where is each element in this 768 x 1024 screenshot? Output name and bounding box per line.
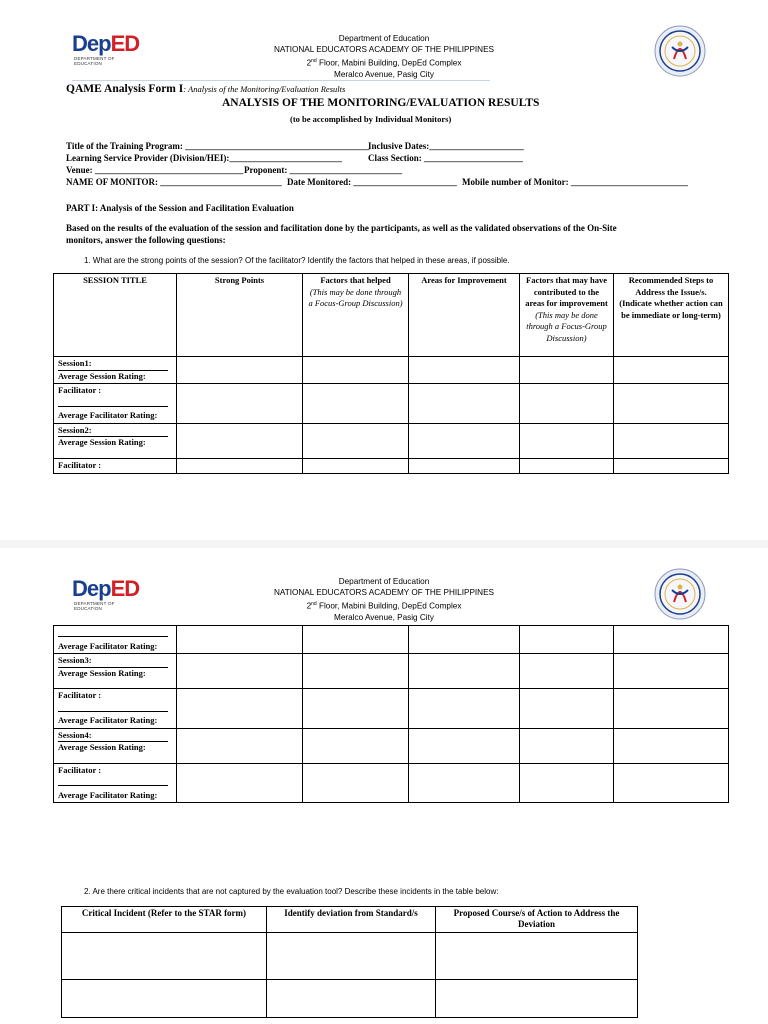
logo-ed-text: ED (110, 31, 140, 56)
logo-ed-text: ED (110, 576, 140, 601)
facilitator4-label[interactable]: Facilitator : Average Facilitator Rating: (54, 763, 177, 803)
cell[interactable] (614, 384, 729, 424)
cell[interactable] (614, 728, 729, 763)
facilitator1-label[interactable]: Facilitator : Average Facilitator Rating: (54, 384, 177, 424)
letterhead-line1: Department of Education (338, 34, 430, 43)
cell[interactable] (409, 689, 520, 729)
inclusive-dates-field[interactable]: Inclusive Dates:_____________________ (368, 141, 524, 151)
facilitator2-rating-label[interactable]: Average Facilitator Rating: (54, 626, 177, 654)
cell[interactable] (267, 933, 436, 980)
letterhead (230, 33, 538, 80)
col-factors-helped: Factors that helped (This may be done through a Focus-Group Discussion) (303, 274, 409, 357)
cell[interactable] (303, 423, 409, 458)
letterhead-line1: Department of Education (338, 577, 430, 586)
page-gap (0, 540, 768, 548)
part1-intro-line2: monitors, answer the following questions: (66, 235, 226, 245)
cell[interactable] (520, 763, 614, 803)
col-recommended-steps: Recommended Steps to Address the Issue/s. (Indicate whether action can be immediate or long-term) (614, 274, 729, 357)
cell[interactable] (303, 384, 409, 424)
table-row (54, 728, 729, 763)
col-critical-incident: Critical Incident (Refer to the STAR form) (62, 907, 267, 933)
col-session-title: SESSION TITLE (54, 274, 177, 357)
cell[interactable] (409, 423, 520, 458)
neap-seal-icon (654, 568, 706, 620)
form-title: ANALYSIS OF THE MONITORING/EVALUATION RESULTS (222, 97, 540, 109)
session-table-continued (53, 625, 729, 803)
session-table-header (54, 274, 729, 357)
session4-label[interactable]: Session4: Average Session Rating: (54, 728, 177, 763)
cell[interactable] (614, 689, 729, 729)
proponent-field[interactable]: Proponent: _________________________ (244, 165, 403, 175)
training-program-field[interactable]: Title of the Training Program: _________________________________________ (66, 141, 370, 151)
cell[interactable] (177, 763, 303, 803)
facilitator2-label[interactable]: Facilitator : (54, 458, 177, 473)
cell[interactable] (409, 357, 520, 384)
table-row (54, 384, 729, 424)
table-row (54, 458, 729, 473)
venue-field[interactable]: Venue: _________________________________ (66, 165, 244, 175)
cell[interactable] (520, 357, 614, 384)
cell[interactable] (520, 689, 614, 729)
cell[interactable] (520, 654, 614, 689)
cell[interactable] (303, 689, 409, 729)
header-rule (72, 80, 490, 81)
cell[interactable] (520, 626, 614, 654)
cell[interactable] (614, 458, 729, 473)
cell[interactable] (614, 763, 729, 803)
facilitator3-label[interactable]: Facilitator : Average Facilitator Rating: (54, 689, 177, 729)
letterhead-line2: NATIONAL EDUCATORS ACADEMY OF THE PHILIPPINES (273, 588, 495, 598)
cell[interactable] (520, 458, 614, 473)
cell[interactable] (520, 384, 614, 424)
session1-label[interactable]: Session1: Average Session Rating: (54, 357, 177, 384)
col-strong-points: Strong Points (177, 274, 303, 357)
session-table (53, 273, 729, 474)
cell[interactable] (267, 980, 436, 1018)
cell[interactable] (409, 626, 520, 654)
form-name-line (66, 83, 345, 95)
table-row (54, 689, 729, 729)
cell[interactable] (303, 763, 409, 803)
cell[interactable] (177, 626, 303, 654)
cell[interactable] (409, 654, 520, 689)
letterhead-line3: 2nd Floor, Mabini Building, DepEd Complex (306, 57, 462, 68)
class-section-field[interactable]: Class Section: ______________________ (368, 153, 523, 163)
table-row (54, 763, 729, 803)
cell[interactable] (520, 423, 614, 458)
letterhead-line4: Meralco Avenue, Pasig City (334, 612, 434, 622)
cell[interactable] (303, 626, 409, 654)
cell[interactable] (303, 357, 409, 384)
cell[interactable] (614, 626, 729, 654)
cell[interactable] (177, 654, 303, 689)
letterhead-line4: Meralco Avenue, Pasig City (334, 69, 434, 79)
form-name: QAME Analysis Form I (66, 83, 184, 95)
lsp-field[interactable]: Learning Service Provider (Division/HEI):_________________________ (66, 153, 342, 163)
question-2: 2. Are there critical incidents that are not captured by the evaluation tool? Describe these incidents in the table below: (84, 887, 499, 896)
part1-heading: PART I: Analysis of the Session and Facilitation Evaluation (66, 203, 294, 213)
cell[interactable] (614, 654, 729, 689)
logo-subtitle: DEPARTMENT OF EDUCATION (74, 56, 115, 66)
table-row (54, 626, 729, 654)
cell[interactable] (614, 357, 729, 384)
critical-incident-table (61, 906, 638, 1018)
logo-subtitle: DEPARTMENT OF EDUCATION (74, 601, 115, 611)
cell[interactable] (409, 458, 520, 473)
cell[interactable] (62, 933, 267, 980)
cell[interactable] (436, 980, 638, 1018)
cell[interactable] (177, 728, 303, 763)
table-row (54, 357, 729, 384)
cell[interactable] (409, 763, 520, 803)
cell[interactable] (303, 728, 409, 763)
date-monitored-field[interactable]: Date Monitored: _______________________ (287, 177, 457, 187)
letterhead-line2: NATIONAL EDUCATORS ACADEMY OF THE PHILIPPINES (273, 45, 495, 55)
cell[interactable] (409, 384, 520, 424)
cell[interactable] (177, 423, 303, 458)
cell[interactable] (409, 728, 520, 763)
col-deviation: Identify deviation from Standard/s (267, 907, 436, 933)
logo-dep-text: Dep (72, 576, 111, 601)
part1-intro-line1: Based on the results of the evaluation of the session and facilitation done by the participants, as well as the validated observations of the On-Site (66, 223, 617, 233)
critical-table-header (62, 907, 638, 933)
cell[interactable] (177, 458, 303, 473)
deped-logo (72, 32, 144, 66)
table-row (62, 933, 638, 980)
form-note: (to be accomplished by Individual Monitors) (290, 114, 452, 124)
session3-label[interactable]: Session3: Average Session Rating: (54, 654, 177, 689)
col-proposed-action: Proposed Course/s of Action to Address the Deviation (436, 907, 638, 933)
col-factors-contributed: Factors that may have contributed to the areas for improvement (This may be done through a Focus-Group Discussion) (520, 274, 614, 357)
cell[interactable] (614, 423, 729, 458)
letterhead-line3: 2nd Floor, Mabini Building, DepEd Complex (306, 600, 462, 611)
question-1: 1. What are the strong points of the session? Of the facilitator? Identify the factors that helped in these areas, if possible. (84, 256, 510, 265)
table-row (54, 654, 729, 689)
cell[interactable] (520, 728, 614, 763)
col-areas-improvement: Areas for Improvement (409, 274, 520, 357)
cell[interactable] (436, 933, 638, 980)
form-subtitle: : Analysis of the Monitoring/Evaluation Results (183, 84, 346, 94)
deped-logo (72, 577, 144, 611)
letterhead (230, 576, 538, 623)
table-row (54, 423, 729, 458)
session2-label[interactable]: Session2: Average Session Rating: (54, 423, 177, 458)
cell[interactable] (303, 654, 409, 689)
logo-dep-text: Dep (72, 31, 111, 56)
mobile-field[interactable]: Mobile number of Monitor: __________________________ (462, 177, 688, 187)
cell[interactable] (303, 458, 409, 473)
table-row (62, 980, 638, 1018)
neap-seal-icon (654, 25, 706, 77)
monitor-name-field[interactable]: NAME OF MONITOR: ___________________________ (66, 177, 282, 187)
cell[interactable] (177, 357, 303, 384)
cell[interactable] (177, 689, 303, 729)
cell[interactable] (177, 384, 303, 424)
cell[interactable] (62, 980, 267, 1018)
